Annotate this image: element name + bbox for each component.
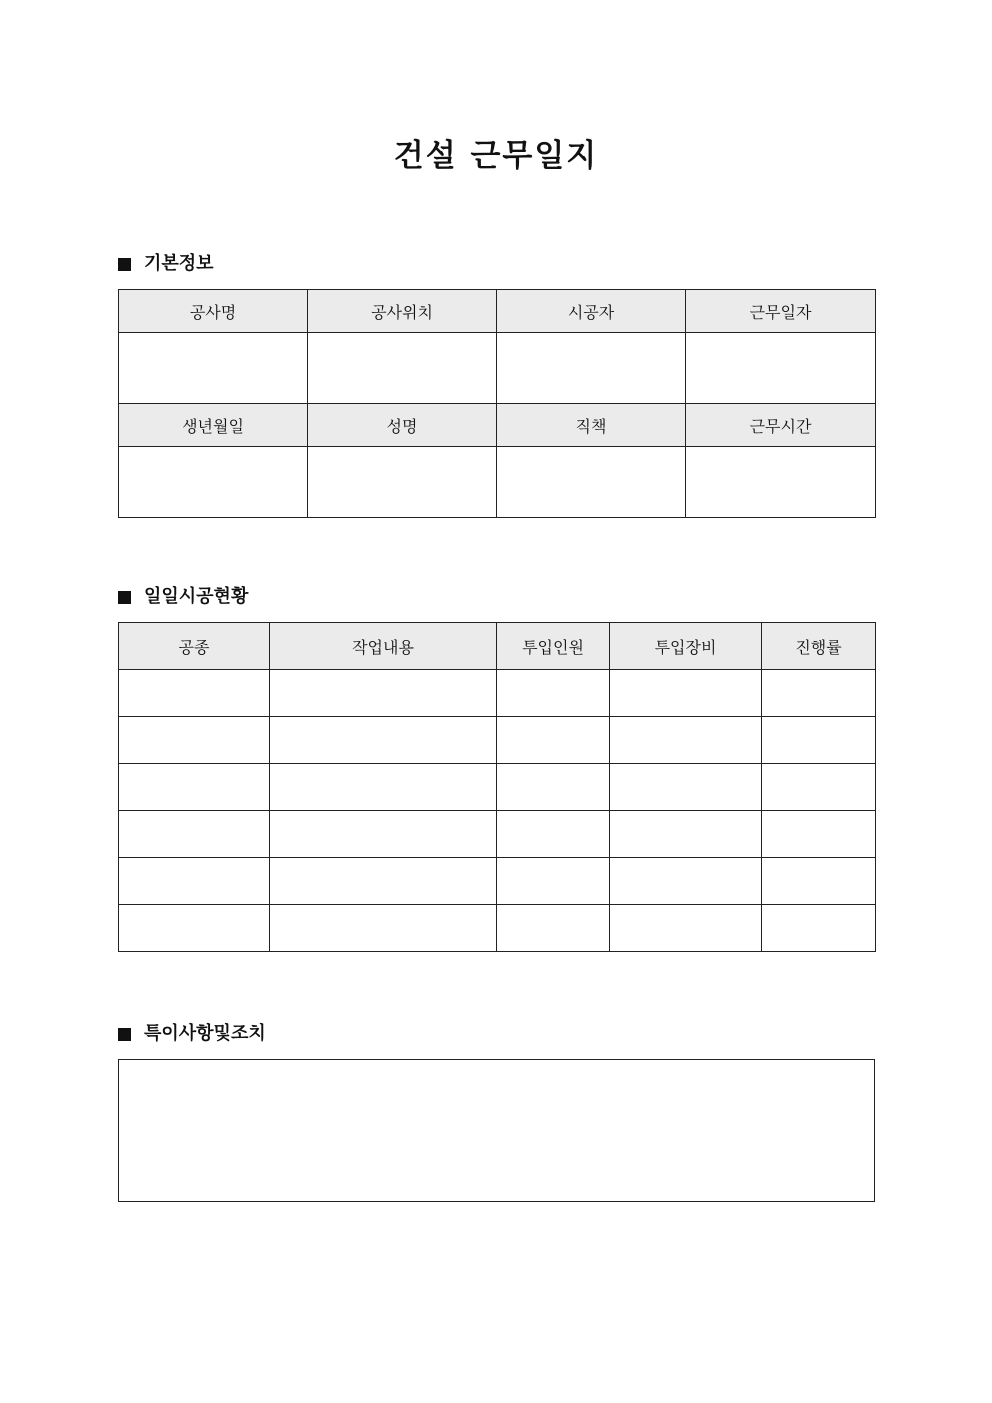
- input-cell[interactable]: [497, 764, 610, 811]
- header-cell: 공종: [119, 623, 270, 670]
- table-row: [119, 811, 876, 858]
- section-title: 기본정보: [144, 253, 214, 274]
- header-row: [119, 290, 876, 333]
- input-row: [119, 333, 876, 404]
- header-cell: 투입장비: [610, 623, 762, 670]
- input-cell[interactable]: [270, 905, 497, 952]
- table-row: [119, 858, 876, 905]
- section-heading-daily-work: [118, 584, 248, 610]
- header-cell: 시공자: [497, 290, 686, 333]
- input-cell[interactable]: [270, 811, 497, 858]
- daily-work-table: [118, 622, 876, 952]
- section-heading-notes: [118, 1021, 266, 1047]
- table-row: [119, 764, 876, 811]
- basic-info-table: [118, 289, 876, 518]
- section-heading-basic-info: [118, 251, 214, 277]
- input-cell[interactable]: [119, 717, 270, 764]
- square-bullet-icon: [118, 591, 131, 604]
- section-title: 특이사항및조치: [144, 1023, 266, 1044]
- section-title: 일일시공현황: [144, 586, 249, 607]
- input-cell[interactable]: [119, 333, 308, 404]
- input-cell[interactable]: [119, 811, 270, 858]
- input-cell[interactable]: [119, 858, 270, 905]
- square-bullet-icon: [118, 258, 131, 271]
- square-bullet-icon: [118, 1028, 131, 1041]
- header-cell: 공사위치: [308, 290, 497, 333]
- input-cell[interactable]: [762, 764, 876, 811]
- header-row: [119, 623, 876, 670]
- input-cell[interactable]: [497, 811, 610, 858]
- input-cell[interactable]: [762, 858, 876, 905]
- input-cell[interactable]: [270, 670, 497, 717]
- input-cell[interactable]: [686, 333, 876, 404]
- input-cell[interactable]: [686, 447, 876, 518]
- table-row: [119, 670, 876, 717]
- input-cell[interactable]: [610, 858, 762, 905]
- input-cell[interactable]: [497, 717, 610, 764]
- header-row: [119, 404, 876, 447]
- header-cell: 투입인원: [497, 623, 610, 670]
- header-cell: 공사명: [119, 290, 308, 333]
- input-cell[interactable]: [610, 764, 762, 811]
- input-cell[interactable]: [119, 447, 308, 518]
- table-row: [119, 905, 876, 952]
- input-cell[interactable]: [119, 905, 270, 952]
- input-cell[interactable]: [610, 905, 762, 952]
- header-cell: 직책: [497, 404, 686, 447]
- input-cell[interactable]: [610, 717, 762, 764]
- input-cell[interactable]: [119, 670, 270, 717]
- input-cell[interactable]: [497, 905, 610, 952]
- input-cell[interactable]: [308, 447, 497, 518]
- header-cell: 근무시간: [686, 404, 876, 447]
- input-row: [119, 447, 876, 518]
- input-cell[interactable]: [497, 447, 686, 518]
- header-cell: 성명: [308, 404, 497, 447]
- input-cell[interactable]: [610, 811, 762, 858]
- notes-textbox[interactable]: [118, 1059, 875, 1202]
- input-cell[interactable]: [762, 717, 876, 764]
- input-cell[interactable]: [270, 717, 497, 764]
- table-row: [119, 717, 876, 764]
- input-cell[interactable]: [497, 858, 610, 905]
- header-cell: 작업내용: [270, 623, 497, 670]
- input-cell[interactable]: [497, 670, 610, 717]
- document-title: 건설 근무일지: [393, 138, 599, 174]
- header-cell: 생년월일: [119, 404, 308, 447]
- input-cell[interactable]: [762, 905, 876, 952]
- input-cell[interactable]: [308, 333, 497, 404]
- header-cell: 근무일자: [686, 290, 876, 333]
- input-cell[interactable]: [270, 858, 497, 905]
- input-cell[interactable]: [119, 764, 270, 811]
- input-cell[interactable]: [610, 670, 762, 717]
- input-cell[interactable]: [497, 333, 686, 404]
- input-cell[interactable]: [762, 811, 876, 858]
- header-cell: 진행률: [762, 623, 876, 670]
- input-cell[interactable]: [762, 670, 876, 717]
- input-cell[interactable]: [270, 764, 497, 811]
